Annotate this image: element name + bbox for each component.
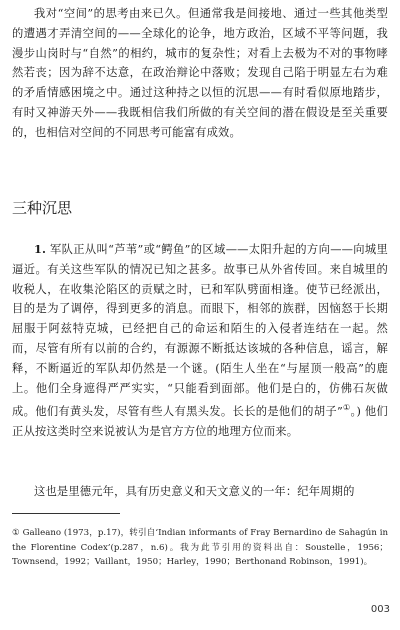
paragraph-intro: 我对“空间”的思考由来已久。但通常我是间接地、通过一些其他类型的遭遇才弄清空间的——全球化的论争，地方政治，区域不平等问题，我漫步山岗时与“自然”的相约，城市的复杂性；对看上去极为不对的事物哮然若丧；因为辞不达意，在政治辩论中落败；发现自己陷于明显左右为难的矛盾情感困境之中。通过这种持之以恒的沉思——有时看似原地踏步，有时又神游天外——我既相信我们所做的有关空间的潜在假设是至关重要的，也相信对空间的不同思考可能富有成效。 [12, 7, 388, 139]
footnote-ref[interactable]: ① [342, 403, 351, 413]
footnote: ① Galleano (1973，p.17)，转引自‘Indian informants of Fray Bernardino de Sahagún in the Florentine Codex’(p.287，n.6)。我为此节引用的资料出自：Soustelle，1956；Townsend，1992；Vaillant，1950；Harley，1990；Berthonand Robinson，1991)。 [12, 528, 388, 568]
paragraph-text-continued: 。) 他们正从按这类时空来说被认为是官方方位的地理方位而来。 [12, 405, 388, 438]
item-number: 1. [34, 242, 47, 256]
section-heading: 三种沉思 [12, 199, 73, 217]
footnote-divider [12, 513, 120, 514]
paragraph-continuation: 这也是里德元年，具有历史意义和天文意义的一年：纪年周期的 [34, 485, 355, 498]
paragraph-text: 军队正从叫“芦苇”或“鳄鱼”的区域——太阳升起的方向——向城里逼近。有关这些军队的情况已知之甚多。故事已从外省传回。来自城里的收税人，在收集沦陷区的贡赋之时，已和军队劈面相逢。使节已经派出，目的是为了调停，得到更多的消息。而眼下，相邻的族群，因恼怒于长期屈服于阿兹特克城，已经把自己的命运和陌生的入侵者连结在一起。然而，尽管有所有以前的合约，有源源不断抵达该城的各种信息，谣言，解释，不断逼近的军队却仍然是一个谜。(陌生人坐在“与屋顶一般高”的鹿上。他们全身遮得严严实实，“只能看到面部。他们是白的，仿佛石灰做成。他们有黄头发，尽管有些人有黑头发。长长的是他们的胡子” [12, 243, 388, 419]
page-number: 003 [370, 604, 390, 615]
paragraph-contemplation-1 [12, 240, 388, 442]
